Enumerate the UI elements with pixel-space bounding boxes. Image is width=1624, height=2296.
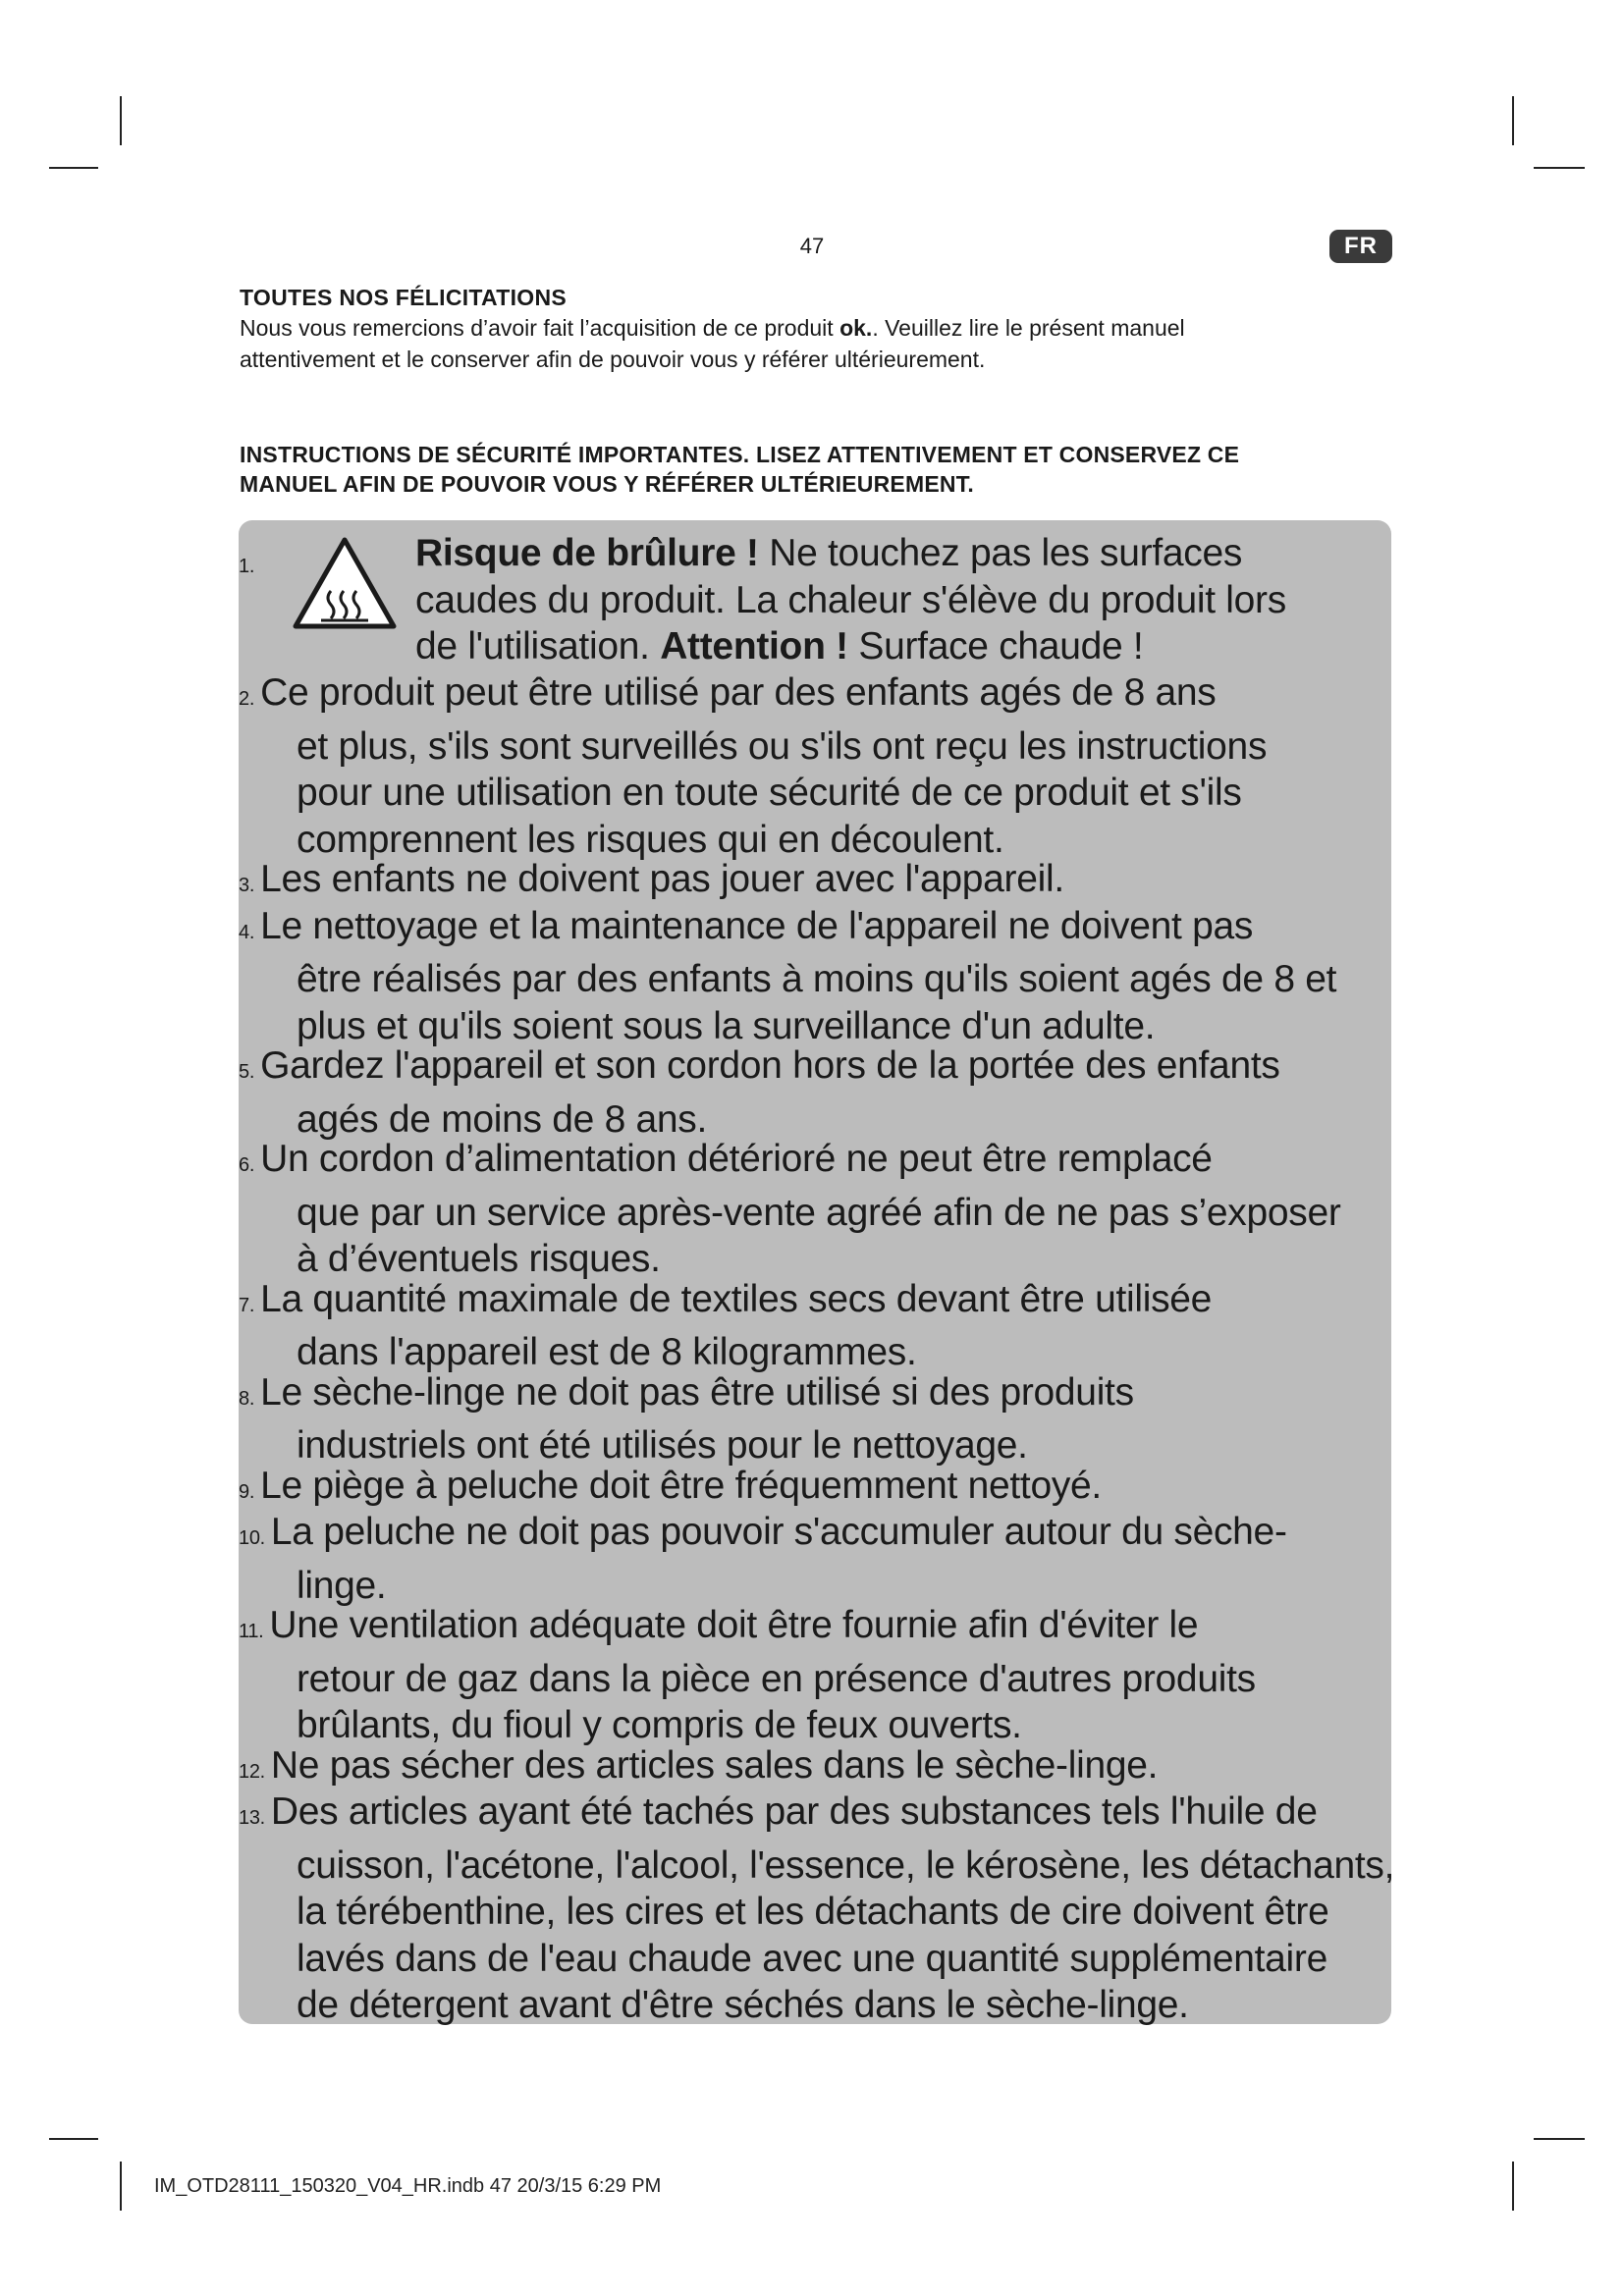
item-continuation-line: retour de gaz dans la pièce en présence d'autres produits <box>297 1657 1256 1700</box>
safety-instructions-heading <box>240 440 1388 499</box>
list-item <box>239 1042 1397 1143</box>
item-number: 2. <box>239 688 255 710</box>
item-text: Une ventilation adéquate doit être fournie afin d'éviter le <box>269 1604 1199 1646</box>
item-first-line <box>239 1742 1397 1796</box>
item-continuation-line: la térébenthine, les cires et les détachants de cire doivent être <box>297 1891 1329 1933</box>
safety-heading-line: MANUEL AFIN DE POUVOIR VOUS Y RÉFÉRER ULTÉRIEUREMENT. <box>240 471 974 497</box>
item-number: 5. <box>239 1061 255 1083</box>
item-continuation-line: plus et qu'ils soient sous la surveillance d'un adulte. <box>297 1004 1156 1047</box>
item-number: 1. <box>239 556 255 577</box>
attention-label: Attention ! <box>660 625 848 667</box>
safety-heading-line: INSTRUCTIONS DE SÉCURITÉ IMPORTANTES. LISEZ ATTENTIVEMENT ET CONSERVEZ CE <box>240 442 1240 467</box>
item-first-line <box>239 856 1397 910</box>
list-item <box>239 903 1397 1050</box>
hot-surface-warning-icon <box>290 534 400 632</box>
item-continuation-line: être réalisés par des enfants à moins qu'ils soient agés de 8 et <box>297 958 1337 1000</box>
item-number: 4. <box>239 921 255 943</box>
item-text: La quantité maximale de textiles secs devant être utilisée <box>260 1277 1213 1320</box>
item-continuation-line: brûlants, du fioul y compris de feux ouverts. <box>297 1704 1022 1746</box>
list-item <box>239 1276 1397 1376</box>
item-text: La peluche ne doit pas pouvoir s'accumuler autour du sèche- <box>270 1511 1287 1553</box>
item-text: Un cordon d’alimentation détérioré ne peut être remplacé <box>260 1138 1213 1180</box>
crop-mark <box>1534 2138 1585 2140</box>
crop-mark <box>1512 2162 1514 2211</box>
list-item <box>239 1789 1397 2029</box>
warning-text-line: caudes du produit. La chaleur s'élève du produit lors <box>415 578 1286 621</box>
item-continuation-line: à d’éventuels risques. <box>297 1238 661 1280</box>
crop-mark <box>49 2138 98 2140</box>
item-text: Ce produit peut être utilisé par des enfants agés de 8 ans <box>260 671 1217 714</box>
item-continuation-line: pour une utilisation en toute sécurité de ce produit et s'ils <box>297 772 1242 814</box>
item-text: Des articles ayant été tachés par des substances tels l'huile de <box>270 1790 1318 1833</box>
item-first-line <box>239 1369 1397 1423</box>
item-text: Le piège à peluche doit être fréquemment nettoyé. <box>260 1464 1102 1507</box>
item-continuation-line: dans l'appareil est de 8 kilogrammes. <box>297 1331 917 1373</box>
list-item <box>239 1509 1397 1609</box>
list-item <box>239 1136 1397 1283</box>
crop-mark <box>1512 96 1514 145</box>
item-number: 10. <box>239 1527 265 1549</box>
item-first-line <box>239 1789 1397 1842</box>
list-item <box>239 856 1397 910</box>
item-first-line <box>239 1136 1397 1190</box>
congrats-text-part: . Veuillez lire le présent manuel <box>872 315 1185 341</box>
item-number: 3. <box>239 875 255 896</box>
item-first-line <box>239 1042 1397 1096</box>
item-text: Ne pas sécher des articles sales dans le sèche-linge. <box>270 1743 1159 1787</box>
congrats-text-part: Nous vous remercions d’avoir fait l’acquisition de ce produit <box>240 315 840 341</box>
item-number: 9. <box>239 1480 255 1503</box>
burn-risk-label: Risque de brûlure ! <box>415 532 759 574</box>
list-item <box>239 669 1397 863</box>
print-footer: IM_OTD28111_150320_V04_HR.indb 47 20/3/15 6:29 PM <box>154 2175 662 2197</box>
list-item <box>239 1742 1397 1796</box>
item-continuation-line: de détergent avant d'être séchés dans le sèche-linge. <box>297 1984 1189 2026</box>
item-continuation-line: cuisson, l'acétone, l'alcool, l'essence, le kérosène, les détachants, <box>297 1843 1395 1887</box>
list-item <box>239 1463 1397 1517</box>
item-number: 6. <box>239 1154 255 1176</box>
warning-text-part: de l'utilisation. <box>415 625 661 667</box>
item-number: 12. <box>239 1760 265 1783</box>
congratulations-text <box>240 312 1388 375</box>
list-item <box>239 1369 1397 1469</box>
item-continuation-line: lavés dans de l'eau chaude avec une quantité supplémentaire <box>297 1937 1328 1980</box>
item-continuation-line: et plus, s'ils sont surveillés ou s'ils ont reçu les instructions <box>297 724 1268 768</box>
item-text: Gardez l'appareil et son cordon hors de la portée des enfants <box>260 1044 1280 1087</box>
crop-mark <box>120 96 122 145</box>
language-badge: FR <box>1329 230 1392 263</box>
list-item <box>239 530 1397 667</box>
page-number: 47 <box>799 234 825 258</box>
crop-mark <box>120 2162 122 2211</box>
item-continuation-line: que par un service après-vente agréé afin de ne pas s’exposer <box>297 1191 1341 1234</box>
congratulations-title: TOUTES NOS FÉLICITATIONS <box>240 285 568 310</box>
item-first-line <box>239 1463 1397 1517</box>
item-continuation-line: linge. <box>297 1564 387 1607</box>
brand-name: ok. <box>839 315 873 341</box>
item-first-line <box>239 1602 1397 1656</box>
item-text: Les enfants ne doivent pas jouer avec l'appareil. <box>260 858 1064 900</box>
warning-text-part: Surface chaude ! <box>847 625 1144 667</box>
list-item <box>239 1602 1397 1749</box>
item-first-line <box>239 1509 1397 1563</box>
item-number: 11. <box>239 1621 264 1642</box>
congrats-text-line2: attentivement et le conserver afin de pouvoir vous y référer ultérieurement. <box>240 347 986 372</box>
item-first-line <box>239 669 1397 723</box>
item-text: Le nettoyage et la maintenance de l'appareil ne doivent pas <box>260 904 1254 947</box>
crop-mark <box>1534 167 1585 169</box>
crop-mark <box>49 167 98 169</box>
item-number: 13. <box>239 1807 265 1829</box>
item-number: 8. <box>239 1387 255 1410</box>
item-first-line <box>239 903 1397 957</box>
warning-text <box>415 530 1397 670</box>
item-continuation-line: comprennent les risques qui en découlent. <box>297 818 1004 861</box>
item-first-line <box>239 1276 1397 1330</box>
item-text: Le sèche-linge ne doit pas être utilisé si des produits <box>260 1370 1134 1414</box>
item-continuation-line: agés de moins de 8 ans. <box>297 1097 708 1141</box>
warning-text-part: Ne touchez pas les surfaces <box>758 532 1243 574</box>
item-continuation-line: industriels ont été utilisés pour le nettoyage. <box>297 1424 1028 1467</box>
item-number: 7. <box>239 1294 255 1316</box>
